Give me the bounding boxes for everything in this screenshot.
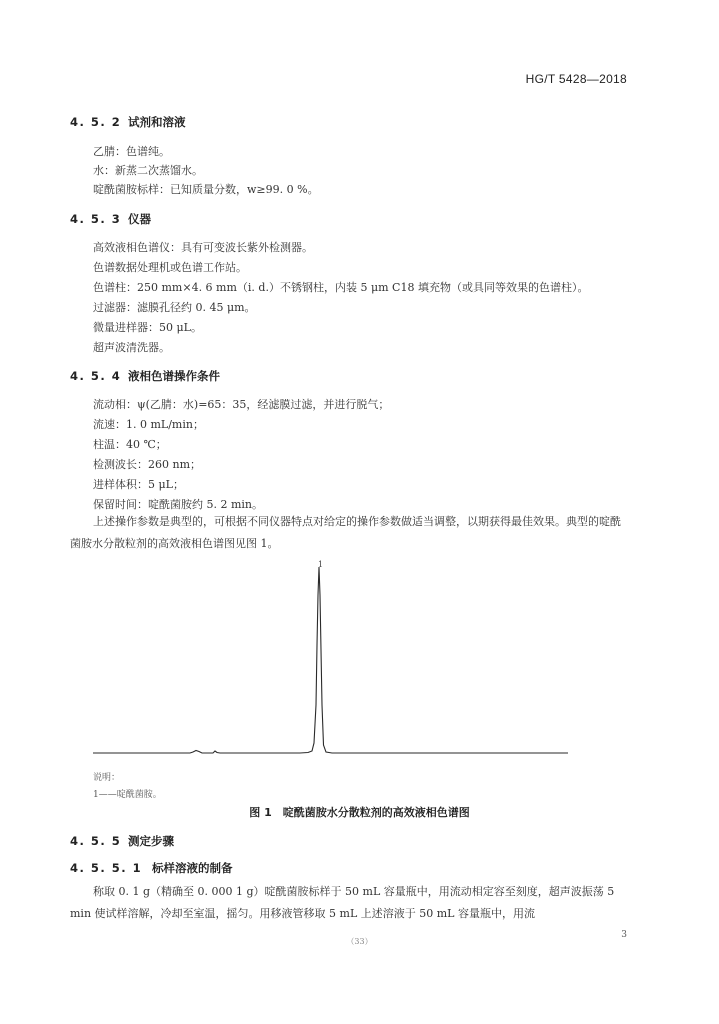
instrument-item: 高效液相色谱仪：具有可变波长紫外检测器。 bbox=[93, 241, 313, 254]
condition-item: 流速：1. 0 mL/min； bbox=[93, 418, 204, 431]
section-heading-4-5-5-1 bbox=[70, 860, 233, 876]
section-number: 4. 5. 5. 1 bbox=[70, 861, 143, 875]
section-heading-4-5-5 bbox=[70, 833, 174, 849]
reagent-item: 乙腈：色谱纯。 bbox=[93, 145, 170, 158]
section-title: 试剂和溶液 bbox=[128, 115, 186, 129]
condition-item: 保留时间：啶酰菌胺约 5. 2 min。 bbox=[93, 498, 264, 511]
procedure-paragraph: 称取 0. 1 g（精确至 0. 000 1 g）啶酰菌胺标样于 50 mL 容量瓶中，用流动相定容至刻度，超声波振荡 5 min 使试样溶解，冷却至室温，摇匀。用移液管移取 5 mL 上述溶液于 50 mL 容量瓶中，用流 bbox=[70, 885, 615, 920]
condition-item: 流动相：ψ(乙腈：水)=65：35，经滤膜过滤，并进行脱气； bbox=[93, 398, 390, 411]
instrument-item: 超声波清洗器。 bbox=[93, 341, 170, 354]
condition-item: 检测波长：260 nm； bbox=[93, 458, 202, 471]
figure-legend-title: 说明： bbox=[93, 773, 121, 783]
figure-caption: 图 1 啶酰菌胺水分散粒剂的高效液相色谱图 bbox=[249, 806, 470, 819]
reagent-item: 水：新蒸二次蒸馏水。 bbox=[93, 164, 203, 177]
section-heading-4-5-2 bbox=[70, 114, 186, 130]
chromatogram bbox=[0, 555, 719, 765]
section-number: 4. 5. 5 bbox=[70, 834, 122, 848]
condition-item: 进样体积：5 μL； bbox=[93, 478, 184, 491]
section-title: 液相色谱操作条件 bbox=[128, 369, 220, 383]
chromatogram-trace bbox=[93, 567, 568, 753]
section-title: 标样溶液的制备 bbox=[152, 861, 233, 875]
section-heading-4-5-3 bbox=[70, 211, 151, 227]
section-heading-4-5-4 bbox=[70, 368, 220, 384]
section-title: 仪器 bbox=[128, 212, 151, 226]
condition-item: 柱温：40 ℃； bbox=[93, 438, 167, 451]
standard-number: HG/T 5428—2018 bbox=[525, 72, 627, 86]
figure-legend-item: 1——啶酰菌胺。 bbox=[93, 790, 162, 800]
instrument-item: 色谱数据处理机或色谱工作站。 bbox=[93, 261, 247, 274]
section-number: 4. 5. 4 bbox=[70, 369, 122, 383]
instrument-item: 过滤器：滤膜孔径约 0. 45 μm。 bbox=[93, 301, 256, 314]
operating-note-paragraph: 上述操作参数是典型的，可根据不同仪器特点对给定的操作参数做适当调整，以期获得最佳效果。典型的啶酰菌胺水分散粒剂的高效液相色谱图见图 1。 bbox=[70, 515, 621, 550]
instrument-item: 微量进样器：50 μL。 bbox=[93, 321, 202, 334]
section-number: 4. 5. 2 bbox=[70, 115, 122, 129]
section-title: 测定步骤 bbox=[128, 834, 174, 848]
reagent-item: 啶酰菌胺标样：已知质量分数，w≥99. 0 %。 bbox=[93, 183, 319, 196]
section-number: 4. 5. 3 bbox=[70, 212, 122, 226]
footer-code: （33） bbox=[346, 937, 373, 946]
peak-label: 1 bbox=[318, 560, 324, 569]
instrument-item: 色谱柱：250 mm×4. 6 mm（i. d.）不锈钢柱，内装 5 μm C18 填充物（或具同等效果的色谱柱）。 bbox=[93, 281, 589, 294]
page-number: 3 bbox=[621, 930, 627, 940]
